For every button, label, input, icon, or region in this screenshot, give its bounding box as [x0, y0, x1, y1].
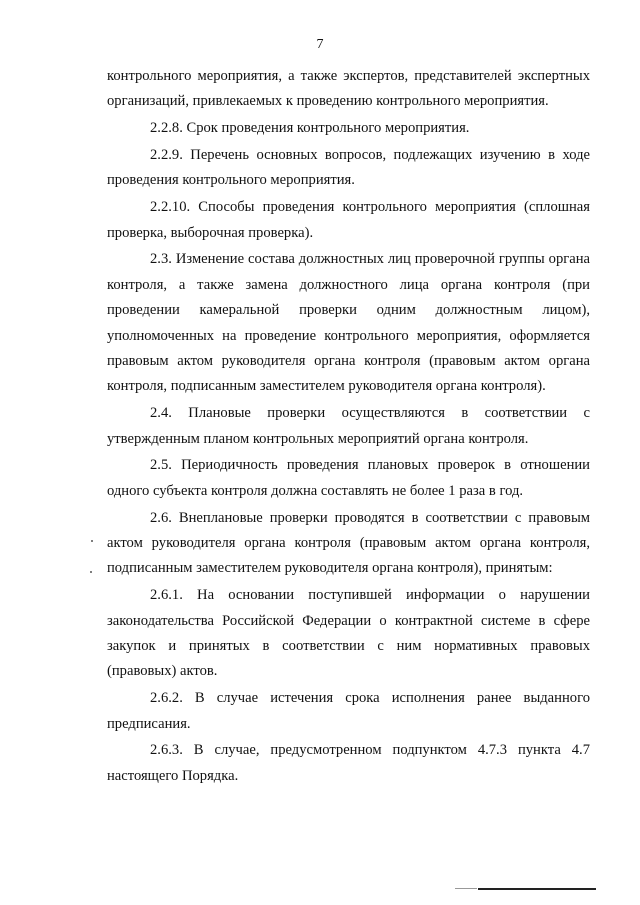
- scan-speck-2: [90, 571, 92, 573]
- page-number: 7: [316, 37, 324, 52]
- paragraph-2-5: 2.5. Периодичность проведения плановых проверок в отношении одного субъекта контроля должна составлять не более 1 раза в год.: [107, 457, 590, 499]
- document-body: [107, 64, 590, 791]
- paragraph-2-6-2: 2.6.2. В случае истечения срока исполнения ранее выданного предписания.: [107, 690, 590, 732]
- paragraph-2-2-10: 2.2.10. Способы проведения контрольного мероприятия (сплошная проверка, выборочная проверка).: [107, 199, 590, 241]
- paragraph-2-4: 2.4. Плановые проверки осуществляются в соответствии с утвержденным планом контрольных мероприятий органа контроля.: [107, 405, 590, 447]
- paragraph-2-6-3: 2.6.3. В случае, предусмотренном подпунктом 4.7.3 пункта 4.7 настоящего Порядка.: [107, 742, 590, 784]
- paragraph-continuation: контрольного мероприятия, а также экспертов, представителей экспертных организаций, привлекаемых к проведению контрольного мероприятия.: [107, 68, 590, 110]
- scan-speck-1: [91, 540, 93, 542]
- signature-rule: [478, 888, 596, 890]
- paragraph-2-2-8: 2.2.8. Срок проведения контрольного мероприятия.: [150, 120, 470, 137]
- signature-rule-faint: [455, 888, 477, 889]
- paragraph-2-6-1: 2.6.1. На основании поступившей информации о нарушении законодательства Российской Федерации о контрактной системе в сфере закупок и принятых в соответствии с ним нормативных правовых (правовых) актов.: [107, 587, 590, 680]
- paragraph-2-2-9: 2.2.9. Перечень основных вопросов, подлежащих изучению в ходе проведения контрольного мероприятия.: [107, 147, 590, 189]
- paragraph-2-6: 2.6. Внеплановые проверки проводятся в соответствии с правовым актом руководителя органа контроля (правовым актом органа контроля, подписанным заместителем руководителя органа контроля), принятым:: [107, 509, 590, 577]
- paragraph-2-3: 2.3. Изменение состава должностных лиц проверочной группы органа контроля, а также замена должностного лица органа контроля (при проведении камеральной проверки одним должностным лицом), уполномоченных на проведение контрольного мероприятия, оформляется правовым актом руководителя органа контроля (правовым актом органа контроля, подписанным заместителем руководителя органа контроля).: [107, 251, 590, 395]
